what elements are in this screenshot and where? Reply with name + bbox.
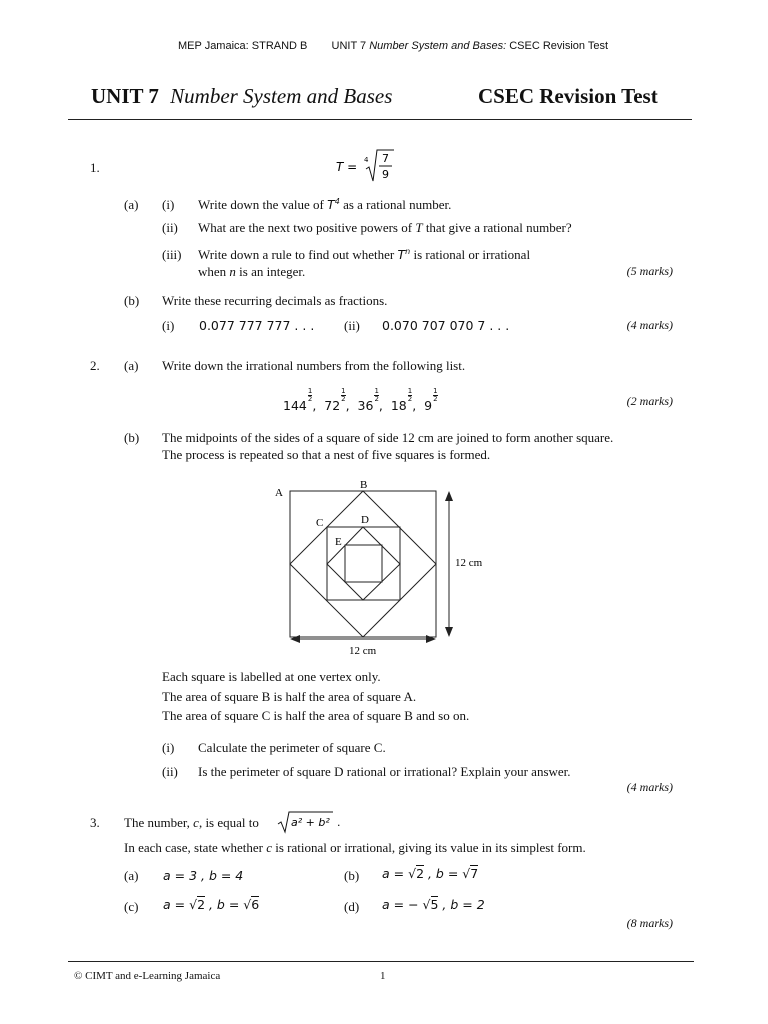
- q2-item-144: [283, 387, 313, 413]
- title-test: CSEC Revision Test: [478, 84, 658, 108]
- q1-b-i-label: (i): [162, 318, 175, 333]
- q1-b-label: (b): [124, 293, 140, 308]
- q3-text-1: [124, 815, 259, 831]
- footer-rule: [68, 961, 694, 962]
- q3-b-radicand-2: 7: [470, 866, 479, 881]
- q2-b-ii-text: Is the perimeter of square D rational or irrational? Explain your answer.: [198, 764, 571, 779]
- q2-exp-num: 1: [407, 387, 413, 395]
- q3-text-2: [124, 840, 586, 856]
- square-e: [345, 545, 382, 582]
- q3-d-label: (d): [344, 899, 360, 914]
- q1-a-iii-n: n: [229, 264, 236, 279]
- label-a: A: [275, 487, 283, 499]
- q1-a-i-text-2: as a rational number.: [343, 197, 452, 213]
- arrowhead-down: [445, 627, 453, 637]
- q3-b-b: , b =: [424, 866, 463, 881]
- q3-d-root-1: √5: [422, 897, 439, 912]
- q2-b-marks: (4 marks): [626, 780, 673, 794]
- q1-number: 1.: [90, 160, 100, 175]
- q2-b-i-text: Calculate the perimeter of square C.: [198, 740, 386, 755]
- q1-b-marks: (4 marks): [626, 318, 673, 332]
- q2-exp-den: 2: [407, 395, 413, 403]
- q2-item-144-base: 144: [283, 398, 307, 413]
- q3-c-label: (c): [124, 899, 139, 914]
- q3-b-root-2: √7: [462, 866, 479, 881]
- q3-d-b: , b = 2: [438, 897, 485, 912]
- q1-Tn: [397, 247, 410, 262]
- arrowhead-up: [445, 491, 453, 501]
- q3-a-value: a = 3 , b = 4: [163, 868, 244, 883]
- q2-item-144-exp: [308, 388, 312, 403]
- square-b: [290, 491, 436, 637]
- q1-b-i-value: 0.077 777 777 . . .: [199, 318, 315, 333]
- q2-power-list: 144 $\frac{1}{2}$ , 72 $\frac{1}{2}$ , 36 $\frac{1}{2}$ , 18 $\frac{1}{2}$ , 9 $\frac{1}{2}$: [283, 387, 438, 413]
- q1-Tn-exp: n: [405, 247, 411, 256]
- q3-root-expression: [277, 810, 347, 834]
- q1-a-ii-text-1: What are the next two positive powers of: [198, 220, 413, 235]
- q2-item-36: [357, 387, 379, 413]
- q2-item-18-base: 18: [390, 398, 407, 413]
- q2-item-36-exp: [374, 388, 378, 403]
- q2-item-18-exp: [408, 388, 412, 403]
- label-b: B: [360, 479, 368, 491]
- q1-a-i-label: (i): [162, 197, 175, 212]
- q1-b-ii-value: 0.070 707 070 7 . . .: [382, 318, 510, 333]
- q2-b-text-1: The midpoints of the sides of a square of side 12 cm are joined to form another square.: [162, 430, 614, 445]
- nested-squares-diagram: [268, 474, 498, 660]
- q3-b-radicand-1: 2: [416, 866, 425, 881]
- q3-period: .: [337, 816, 341, 829]
- q3-c-root-1: √2: [189, 897, 206, 912]
- q2-exp-num: 1: [341, 387, 346, 395]
- q3-d-radicand-1: 5: [430, 897, 439, 912]
- q1-a-ii-text: [198, 220, 572, 236]
- q3-c-root-2: √6: [243, 897, 260, 912]
- square-a: [290, 491, 436, 637]
- q1-a-ii-T: T: [415, 220, 423, 235]
- q2-note-1: Each square is labelled at one vertex only.: [162, 669, 381, 684]
- q3-number: 3.: [90, 815, 100, 830]
- q1-a-iii-text-1: Write down a rule to find out whether: [198, 247, 395, 263]
- q2-b-text-2: The process is repeated so that a nest of five squares is formed.: [162, 447, 491, 462]
- header-strand: MEP Jamaica: STRAND B: [178, 40, 308, 52]
- q1-a-i-text-1: Write down the value of: [198, 197, 324, 213]
- q2-a-marks: (2 marks): [626, 394, 673, 408]
- q1-b-ii-label: (ii): [344, 318, 360, 333]
- q1-a-ii-text-2: that give a rational number?: [425, 220, 572, 235]
- q2-item-72-base: 72: [324, 398, 341, 413]
- q2-exp-num: 1: [433, 387, 438, 395]
- dim-right-label: 12 cm: [455, 557, 483, 569]
- q1-a-iii-label: (iii): [162, 247, 182, 262]
- arrowhead-left: [290, 635, 300, 643]
- q3-b-a: a =: [382, 866, 409, 881]
- q3-text-1b: , is equal to: [198, 815, 259, 830]
- q2-number: 2.: [90, 358, 100, 373]
- label-d: D: [361, 514, 369, 526]
- q2-item-36-base: 36: [357, 398, 374, 413]
- label-c: C: [316, 517, 324, 529]
- q2-a-label: (a): [124, 358, 139, 373]
- q2-exp-den: 2: [341, 395, 346, 403]
- q1-a-iii-text-2: is rational or irrational: [413, 247, 531, 263]
- q2-a-text: Write down the irrational numbers from the following list.: [162, 358, 466, 373]
- q2-item-9: [424, 387, 438, 413]
- q1-b-text: Write these recurring decimals as fractions.: [162, 293, 388, 308]
- q1-T4-exp: 4: [334, 197, 340, 206]
- dim-bottom-label: 12 cm: [349, 645, 377, 657]
- q1-a-iii-text: [198, 247, 530, 263]
- q1-a-iii-when: when: [198, 264, 227, 279]
- arrowhead-right: [426, 635, 436, 643]
- q3-text-2c: c: [266, 840, 272, 855]
- q3-text-2a: In each case, state whether: [124, 840, 263, 855]
- q1-frac-den: 9: [382, 168, 389, 181]
- q2-item-9-exp: [433, 388, 437, 403]
- q1-a-iii-integer: is an integer.: [239, 264, 306, 279]
- q2-item-72-exp: [341, 388, 345, 403]
- footer-copyright: © CIMT and e-Learning Jamaica: [74, 970, 221, 982]
- q3-d-a: a = −: [382, 897, 423, 912]
- header-unit: UNIT 7: [331, 40, 367, 52]
- q2-exp-num: 1: [307, 387, 313, 395]
- q2-exp-den: 2: [433, 395, 438, 403]
- q3-text-1a: The number,: [124, 815, 190, 830]
- q2-item-9-base: 9: [424, 398, 433, 413]
- q1-a-marks: (5 marks): [626, 264, 673, 278]
- q3-a-label: (a): [124, 868, 139, 883]
- q2-exp-num: 1: [374, 387, 379, 395]
- q3-marks: (8 marks): [626, 916, 673, 930]
- q2-item-18: [390, 387, 413, 413]
- q2-b-ii-label: (ii): [162, 764, 178, 779]
- q1-T4-base: T: [327, 197, 335, 213]
- q1-Tn-base: T: [397, 247, 406, 263]
- q2-exp-den: 2: [307, 395, 313, 403]
- q3-c-value: [163, 897, 259, 912]
- q1-frac-num: 7: [382, 152, 389, 165]
- q3-text-1c: c: [193, 815, 199, 830]
- q3-c-radicand-2: 6: [251, 897, 260, 912]
- q2-item-72: [324, 387, 346, 413]
- page-title: [91, 84, 392, 109]
- q1-root-index: 4: [364, 156, 369, 164]
- title-rule: [68, 119, 692, 120]
- q1-root-formula: [336, 147, 396, 185]
- q3-d-value: [382, 897, 485, 912]
- q1-a-label: (a): [124, 197, 139, 212]
- q2-b-label: (b): [124, 430, 140, 445]
- q3-b-label: (b): [344, 868, 360, 883]
- q2-b-i-label: (i): [162, 740, 175, 755]
- q3-text-2b: is rational or irrational, giving its value in its simplest form.: [275, 840, 586, 855]
- q1-a-ii-label: (ii): [162, 220, 178, 235]
- q1-formula: [336, 147, 396, 190]
- header-topic: Number System and Bases:: [369, 40, 507, 52]
- q3-radicand: a² + b²: [291, 816, 330, 829]
- running-header: [178, 40, 608, 52]
- q2-note-3: The area of square C is half the area of square B and so on.: [162, 708, 470, 723]
- label-e: E: [335, 536, 342, 548]
- q1-a-i-text: [198, 197, 451, 213]
- q3-c-b: , b =: [205, 897, 244, 912]
- q2-note-2: The area of square B is half the area of square A.: [162, 689, 417, 704]
- q1-formula-lhs: T =: [336, 160, 358, 174]
- title-unit: UNIT 7: [91, 84, 159, 108]
- q1-T4: [327, 197, 340, 212]
- q1-a-iii-text-line2: [198, 264, 305, 280]
- q3-b-value: [382, 866, 478, 881]
- q3-c-a: a =: [163, 897, 190, 912]
- q3-b-root-1: √2: [408, 866, 425, 881]
- q3-c-radicand-1: 2: [197, 897, 206, 912]
- q2-exp-den: 2: [374, 395, 379, 403]
- page-number: 1: [380, 970, 386, 982]
- header-test: CSEC Revision Test: [509, 40, 609, 52]
- title-topic: Number System and Bases: [170, 84, 393, 108]
